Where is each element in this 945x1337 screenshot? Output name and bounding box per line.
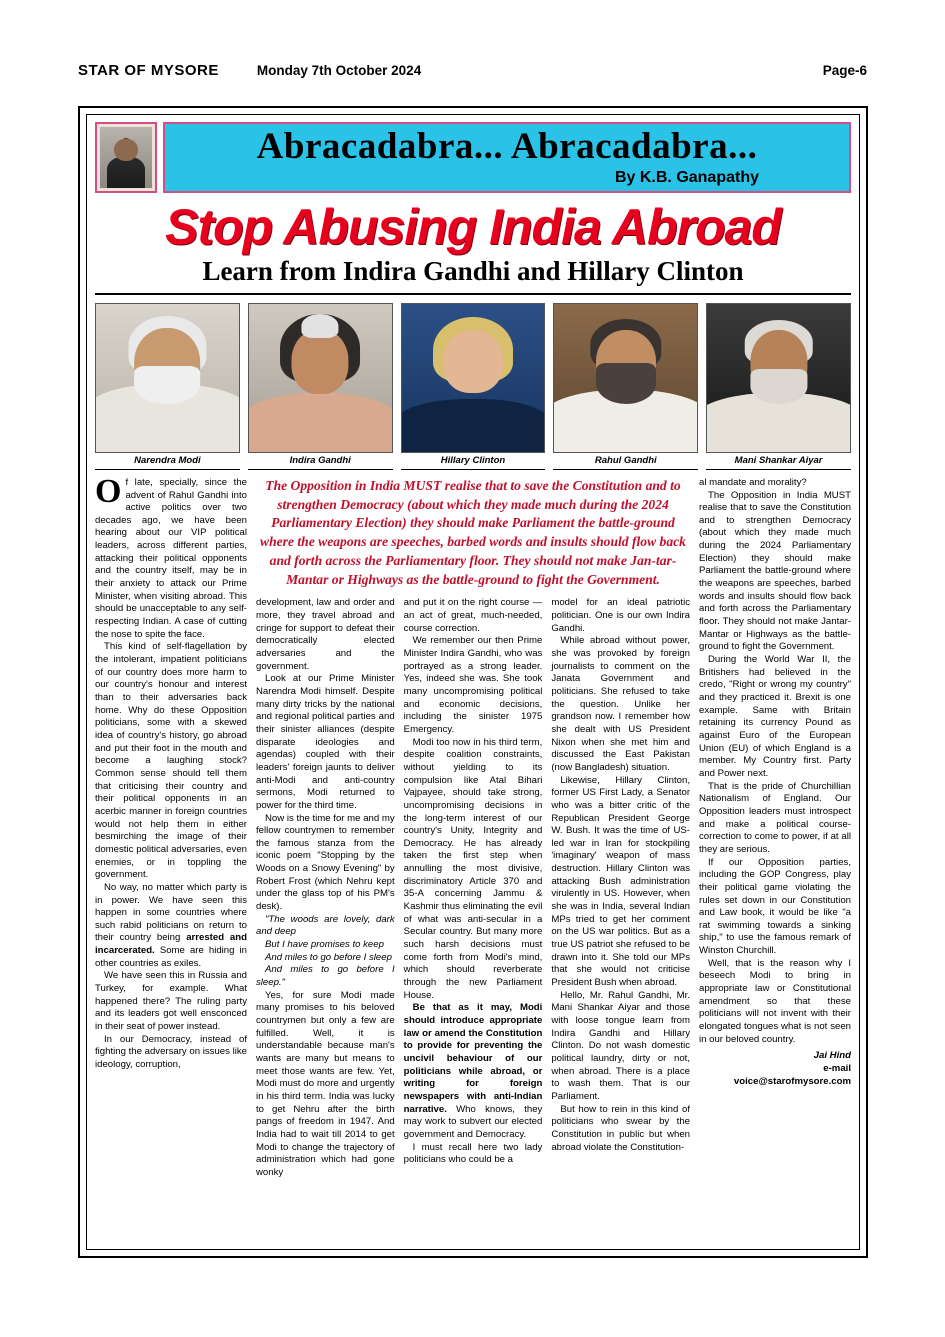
email-address[interactable]: voice@starofmysore.com — [733, 1075, 851, 1087]
column-title: Abracadabra... Abracadabra... — [256, 126, 758, 167]
photo-cell — [401, 303, 546, 470]
subheadline: Learn from Indira Gandhi and Hillary Clinton — [95, 256, 851, 295]
article-middle-block — [256, 477, 690, 1180]
paragraph: Well, that is the reason why I beseech Modi to bring in appropriate law or Constitutional amendment so that these politicians will not invent with their elongated tongues what is not seen in our beloved country. — [699, 957, 851, 1045]
paragraph: Modi too now in his third term, despite coalition constraints, without yielding to its compulsion like Atal Bihari Vajpayee, should take strong, uncompromising decisions in the long-term interest of our country's Unity, Integrity and Democracy. He has already taken the first step when annulling the most divisive, discriminatory Article 370 and 35-A concerning Jammu & Kashmir thus eliminating the evil of what was anti-secular in a Secular country. But many more such harsh decisions must come forth from Modi's mind, which should reverberate through the new Parliament House. — [403, 736, 543, 1001]
portrait-narendra-modi — [95, 303, 240, 453]
publication-date: Monday 7th October 2024 — [256, 63, 422, 78]
page-number: Page-6 — [822, 63, 867, 78]
headline: Stop Abusing India Abroad — [165, 198, 781, 255]
photo-caption: Hillary Clinton — [401, 455, 546, 470]
article-column-3 — [404, 597, 543, 1179]
paragraph: development, law and order and more, they travel abroad and cringe for support to defeat their democratically elected adversaries and the government. — [256, 597, 395, 672]
paragraph: I must recall here two lady politicians who could be a — [403, 1141, 543, 1166]
column-banner — [95, 122, 851, 193]
photo-caption: Mani Shankar Aiyar — [706, 455, 851, 470]
poem-line: And miles to go before I sleep." — [256, 964, 395, 989]
photo-strip — [95, 303, 851, 470]
paragraph: We remember our then Prime Minister Indira Gandhi, who was portrayed as a strong leader. Yes, indeed she was. She took many uncompromising political and economic decisions, including the sinister 1975 Emergency. — [403, 635, 543, 735]
article-column-1 — [95, 472, 248, 1180]
paragraph-bold: Be that as it may, Modi should introduce appropriate law or amend the Constitution to provide for preventing the uncivil behaviour of our politicians while abroad, or writing for foreign newspapers with anti-Indian narrative. Who knows, they may work to subvert our elected government and Democracy. — [403, 1002, 543, 1140]
poem-line: But I have promises to keep — [265, 939, 384, 951]
poem-line: "The woods are lovely, dark and deep — [256, 913, 395, 938]
paragraph: Look at our Prime Minister Narendra Modi himself. Despite many dirty tricks by the national and regional political parties and their sinister alliances (despite disparate ideologies and agendas) coupled with their leaders' foreign jaunts to deliver anti-Modi and anti-country sermons, Modi returned to power for the third time. — [256, 673, 395, 811]
article-column-4 — [551, 597, 690, 1179]
pull-quote: The Opposition in India MUST realise that to save the Constitution and to strengthen Democracy (about which they made much during the 2024 Parliamentary Election) they should make Parliament the battle-ground where the weapons are speeches, barbed words and insults should flow back and forth across the Parliamentary floor. They should not make Jan-tar-Mantar or Highways as the battle-ground to fight the Government. — [260, 477, 686, 587]
paragraph: al mandate and morality? — [699, 476, 807, 488]
article-column-5 — [699, 477, 851, 1180]
paragraph: In our Democracy, instead of fighting the adversary on issues like ideology, corruption, — [95, 1033, 247, 1071]
paragraph: But how to rein in this kind of politicians who swear by the Constitution in public but when abroad violate the Constitution- — [551, 1103, 691, 1153]
paragraph: The Opposition in India MUST realise that to save the Constitution and to strengthen Democracy (about which they made much during the 2024 Parliamentary Election) they should make Parliament the battle-ground where the weapons are speeches, barbed words and insults should flow back and forth across the Parliamentary floor. They should not make Jantar-Mantar or Highways as the battle-ground to fight the Government. — [699, 489, 851, 653]
article-frame — [78, 106, 868, 1258]
paragraph: Yes, for sure Modi made many promises to his beloved countrymen but only a few are fulfilled. Well, it is understandable because man's wants are many but means to meet those wants are few. Yet, Modi must do more and urgently in his third term. India was lucky to get Nehru after the birth pangs of freedom in 1947. And India had to wait till 2014 to get Modi to change the trajectory of administration which had gone wonky — [256, 989, 395, 1178]
photo-caption: Indira Gandhi — [248, 455, 393, 470]
photo-cell — [95, 303, 240, 470]
portrait-mani-shankar-aiyar — [706, 303, 851, 453]
column-byline: By K.B. Ganapathy — [614, 168, 759, 186]
photo-cell — [706, 303, 851, 470]
paragraph: If our Opposition parties, including the GOP Congress, play their political game violating the rules set down in our Constitution and Law book, it would be like "a rat swimming towards a sinking ship," to use the famous remark of Winston Churchill. — [699, 856, 851, 957]
paragraph: Now is the time for me and my fellow countrymen to remember the famous stanza from the iconic poem "Stopping by the Woods on a Snowy Evening" by Robert Frost (which Nehru kept under the glass top of his PM's desk). — [256, 812, 395, 913]
photo-cell — [248, 303, 393, 470]
paragraph: and put it on the right course — an act of great, much-needed, course correction. — [403, 597, 543, 634]
paragraph: That is the pride of Churchillian Nationalism of England. Our Opposition leaders must introspect and make a political course-correction to come to power, if at all they are serious. — [699, 780, 851, 855]
paragraph: No way, no matter which party is in power. We have seen this happen in some countries where such rabid politicians on return to their country being arrested and incarcerated. Some are hiding in other countries as exiles. — [95, 881, 248, 969]
signature: Jai Hind — [813, 1050, 851, 1062]
paragraph: model for an ideal patriotic politician. One is our own Indira Gandhi. — [551, 597, 691, 634]
paragraph: While abroad without power, she was provoked by foreign journalists to comment on the Janata Government and politicians. She refused to take the question. Unlike her grandson now. I remember how she dealt with US President Nixon when she met him and discussed the East Pakistan (now Bangladesh) situation. — [551, 635, 691, 773]
portrait-hillary-clinton — [401, 303, 546, 453]
page-header — [0, 0, 945, 79]
paragraph: During the World War II, the Britishers had believed in the credo, "Right or wrong my country" and they practiced it. Brexit is one example. Same with Britain retaining its currency Pound as against Euro of the European Union (EU) of which England is a member. My Country first. Party and Power next. — [699, 654, 851, 779]
paper-name: STAR OF MYSORE — [78, 62, 219, 79]
photo-caption: Narendra Modi — [95, 455, 240, 470]
author-photo — [95, 122, 157, 193]
paragraph: We have seen this in Russia and Turkey, for example. What happened there? The ruling party and its leaders got well ensconced in their seat of power instead. — [95, 970, 247, 1033]
portrait-rahul-gandhi — [553, 303, 698, 453]
paragraph: Likewise, Hillary Clinton, former US First Lady, a Senator who was a bitter critic of the Republican President George W. Bush. It was the time of US-led war in Iran for stockpiling 'imaginary' weapon of mass destruction. Hillary Clinton was attacking Bush administration virulently in US. However, when she was in India, several Indian MPs tried to get her comment on the US war politics. But as a true US patriot she refused to be drawn into it. She told our MPs that she would not criticise President Bush when abroad. — [551, 774, 691, 989]
email-label: e-mail — [823, 1063, 851, 1075]
photo-cell — [553, 303, 698, 470]
article-body — [95, 472, 851, 1180]
paragraph: This kind of self-flagellation by the intolerant, impatient politicians of our country does more harm to our country's honour and interest than to their adversaries back home. Why do these Opposition politicians, some with a skewed idea of country's history, go abroad and put their foot in the mouth and become a laughing stock? Common sense should tell them that criticising their country and their political opponents in an acerbic manner in foreign countries would not help them in either besmirching the image of their domestic political adversaries, even enemies, or in toppling the government. — [95, 641, 247, 881]
dropcap: O — [95, 472, 122, 510]
photo-caption: Rahul Gandhi — [553, 455, 698, 470]
portrait-indira-gandhi — [248, 303, 393, 453]
paragraph: Hello, Mr. Rahul Gandhi, Mr. Mani Shankar Aiyar and those with loose tongue learn from Indira Gandhi and Hillary Clinton. Do not wash domestic political laundry, dirty or not, when abroad. There is a place to wash them. That is our Parliament. — [551, 989, 691, 1102]
paragraph: Of late, specially, since the advent of Rahul Gandhi into active politics over two decades ago, we have been hearing about our VIP political leaders, across different parties, attacking their political opponents and the country itself, may be in their anxiety to attack our Prime Minister, when visiting abroad. This should be unacceptable to any self-respecting Indian. A case of cutting the nose to spite the face. — [95, 472, 247, 640]
article-column-2 — [256, 597, 395, 1179]
poem-line: And miles to go before I sleep — [265, 951, 392, 963]
